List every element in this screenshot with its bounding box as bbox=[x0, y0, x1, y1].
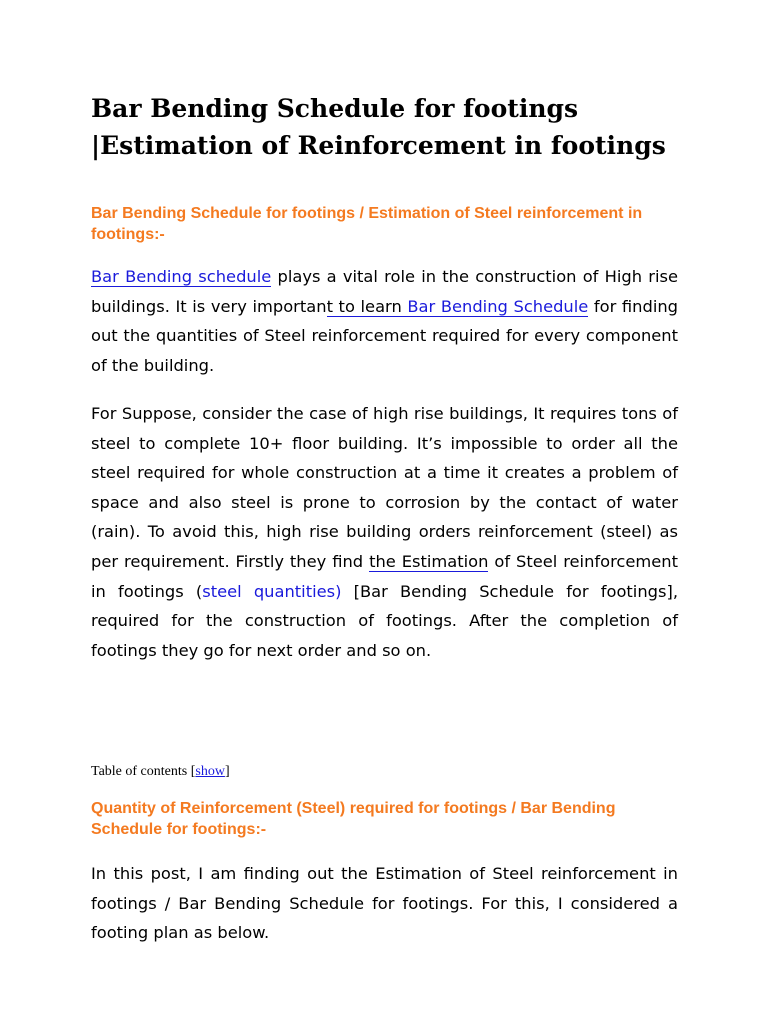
explanation-text-1: For Suppose, consider the case of high rise buildings, It requires tons of steel to complete 10+ floor building. It’s impossible to order all the steel required for whole construction at a time it creates a problem of space and also steel is prone to corrosion by the contact of water (rain). To avoid this, high rise building orders reinforcement (steel) as per requirement. Firstly they find bbox=[91, 404, 678, 571]
toc-show-link[interactable]: show bbox=[195, 764, 225, 779]
intro-text-2: t to learn bbox=[326, 296, 408, 316]
explanation-text-3: [Bar Bending Schedule for footings], required for the construction of footings. After the completion of footings they go for next order and so on. bbox=[91, 581, 678, 660]
intro-text-1: plays a vital role in the construction of High rise buildings. It is very importan bbox=[91, 267, 678, 316]
bar-bending-schedule-link-2[interactable]: Bar Bending Schedule bbox=[407, 296, 589, 316]
post-intro-paragraph: In this post, I am finding out the Estimation of Steel reinforcement in footings / Bar Bending Schedule for footings. For this, I considered a footing plan as below. bbox=[91, 864, 678, 943]
estimation-link[interactable]: the Estimation bbox=[369, 551, 489, 571]
intro-paragraph bbox=[91, 262, 678, 380]
section-subheading-bbs: Bar Bending Schedule for footings / Estimation of Steel reinforcement in footings:- bbox=[91, 205, 643, 243]
bar-bending-schedule-link[interactable]: Bar Bending schedule bbox=[91, 267, 272, 286]
page-title: Bar Bending Schedule for footings |Estimation of Reinforcement in footings bbox=[91, 94, 666, 160]
toc-label: Table of contents [ bbox=[91, 764, 196, 779]
table-of-contents bbox=[91, 762, 230, 782]
section-subheading-quantity: Quantity of Reinforcement (Steel) required for footings / Bar Bending Schedule for footings:- bbox=[91, 800, 616, 838]
explanation-paragraph bbox=[91, 399, 678, 665]
steel-quantities-link[interactable]: steel quantities) bbox=[202, 581, 342, 601]
intro-text-3: for finding out the quantities of Steel reinforcement required for every component of the building. bbox=[91, 296, 679, 375]
explanation-text-2: of Steel reinforcement in footings ( bbox=[91, 551, 678, 601]
toc-close-bracket: ] bbox=[224, 764, 230, 779]
